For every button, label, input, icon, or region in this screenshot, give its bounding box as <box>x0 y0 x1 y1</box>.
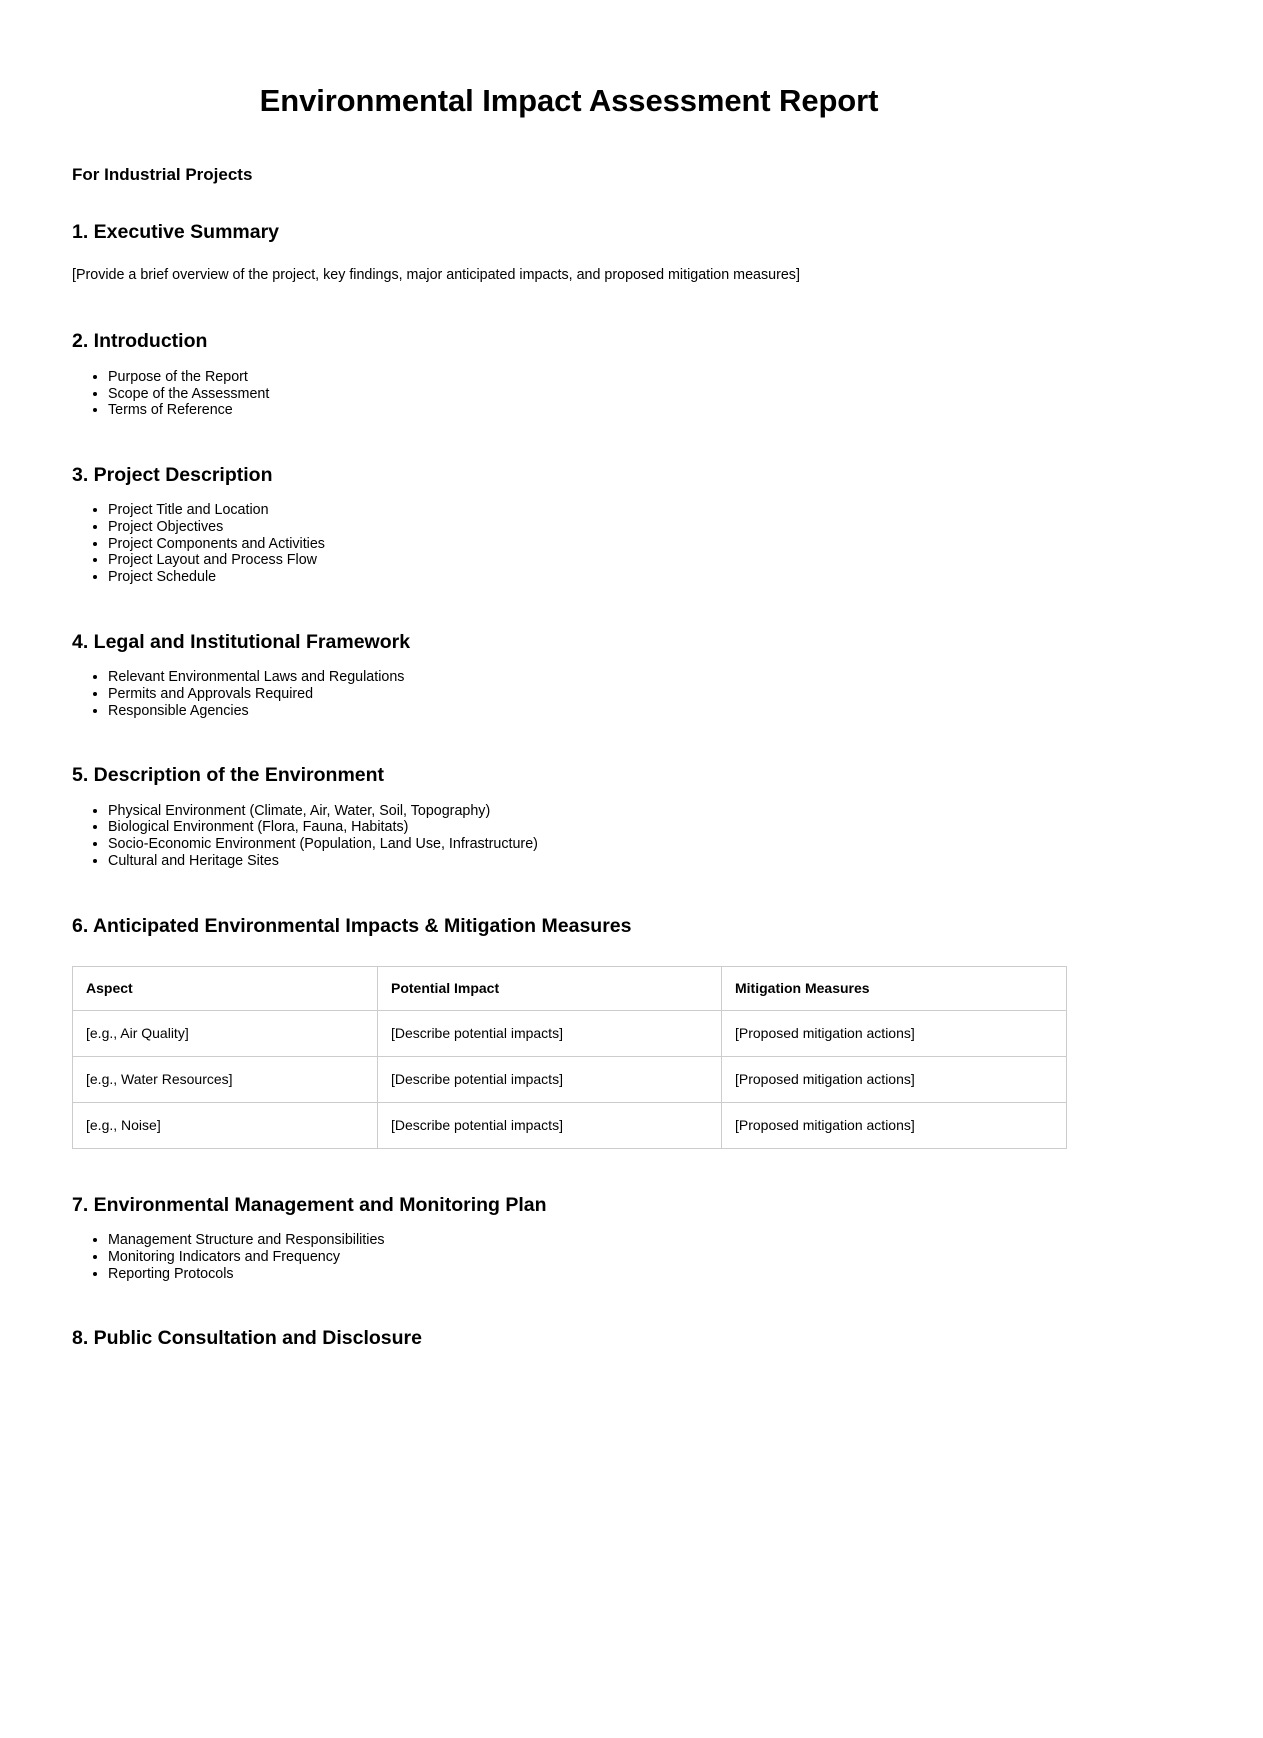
table-cell-mitigation: [Proposed mitigation actions] <box>722 1010 1067 1056</box>
spacer <box>72 586 1066 596</box>
list-item: • Management Structure and Responsibilities <box>108 1232 1066 1249</box>
table-row <box>73 1102 1067 1148</box>
list-item: • Scope of the Assessment <box>108 386 1066 403</box>
spacer <box>72 419 1066 429</box>
list-item: • Terms of Reference <box>108 402 1066 419</box>
executive-summary-paragraph: [Provide a brief overview of the project, key findings, major anticipated impacts, and proposed mitigation measures] <box>72 267 800 284</box>
column-header-aspect: Aspect <box>73 966 378 1010</box>
management-monitoring-bullet-list <box>72 1232 1066 1282</box>
section-heading-management-monitoring: 7. Environmental Management and Monitoring Plan <box>72 1193 547 1216</box>
table-cell-aspect: [e.g., Air Quality] <box>73 1010 378 1056</box>
list-item: • Physical Environment (Climate, Air, Water, Soil, Topography) <box>108 803 1066 820</box>
list-item: • Monitoring Indicators and Frequency <box>108 1249 1066 1266</box>
list-item: • Project Layout and Process Flow <box>108 552 1066 569</box>
table-cell-aspect: [e.g., Noise] <box>73 1102 378 1148</box>
introduction-bullet-list <box>72 369 1066 419</box>
spacer <box>72 1149 1066 1159</box>
list-item: • Relevant Environmental Laws and Regulations <box>108 669 1066 686</box>
table-cell-impact: [Describe potential impacts] <box>378 1102 722 1148</box>
spacer <box>72 1282 1066 1292</box>
spacer <box>72 285 1066 295</box>
list-item: • Project Components and Activities <box>108 536 1066 553</box>
section-heading-introduction: 2. Introduction <box>72 330 208 353</box>
section-heading-legal-framework: 4. Legal and Institutional Framework <box>72 630 411 653</box>
list-item: • Project Schedule <box>108 569 1066 586</box>
table-cell-mitigation: [Proposed mitigation actions] <box>722 1102 1067 1148</box>
legal-framework-bullet-list <box>72 669 1066 719</box>
section-heading-environment-description: 5. Description of the Environment <box>72 764 385 787</box>
project-description-bullet-list <box>72 502 1066 586</box>
list-item: • Cultural and Heritage Sites <box>108 853 1066 870</box>
page-title: Environmental Impact Assessment Report <box>259 83 879 118</box>
table-cell-mitigation: [Proposed mitigation actions] <box>722 1056 1067 1102</box>
spacer <box>72 870 1066 880</box>
list-item: • Reporting Protocols <box>108 1266 1066 1283</box>
list-item: • Project Title and Location <box>108 502 1066 519</box>
section-heading-impacts-mitigation: 6. Anticipated Environmental Impacts & Mitigation Measures <box>72 914 632 937</box>
table-cell-impact: [Describe potential impacts] <box>378 1056 722 1102</box>
table-cell-impact: [Describe potential impacts] <box>378 1010 722 1056</box>
list-item: • Socio-Economic Environment (Population, Land Use, Infrastructure) <box>108 836 1066 853</box>
table-header-row <box>73 966 1067 1010</box>
list-item: • Purpose of the Report <box>108 369 1066 386</box>
list-item: • Biological Environment (Flora, Fauna, Habitats) <box>108 819 1066 836</box>
list-item: • Permits and Approvals Required <box>108 686 1066 703</box>
section-heading-executive-summary: 1. Executive Summary <box>72 220 280 243</box>
table-cell-aspect: [e.g., Water Resources] <box>73 1056 378 1102</box>
table-row <box>73 1010 1067 1056</box>
environment-description-bullet-list <box>72 803 1066 870</box>
page-subtitle: For Industrial Projects <box>72 164 253 184</box>
section-heading-public-consultation: 8. Public Consultation and Disclosure <box>72 1327 422 1350</box>
spacer <box>72 719 1066 729</box>
list-item: • Responsible Agencies <box>108 703 1066 720</box>
column-header-potential-impact: Potential Impact <box>378 966 722 1010</box>
list-item: • Project Objectives <box>108 519 1066 536</box>
impacts-mitigation-table <box>72 966 1067 1149</box>
column-header-mitigation-measures: Mitigation Measures <box>722 966 1067 1010</box>
section-heading-project-description: 3. Project Description <box>72 463 273 486</box>
table-row <box>73 1056 1067 1102</box>
